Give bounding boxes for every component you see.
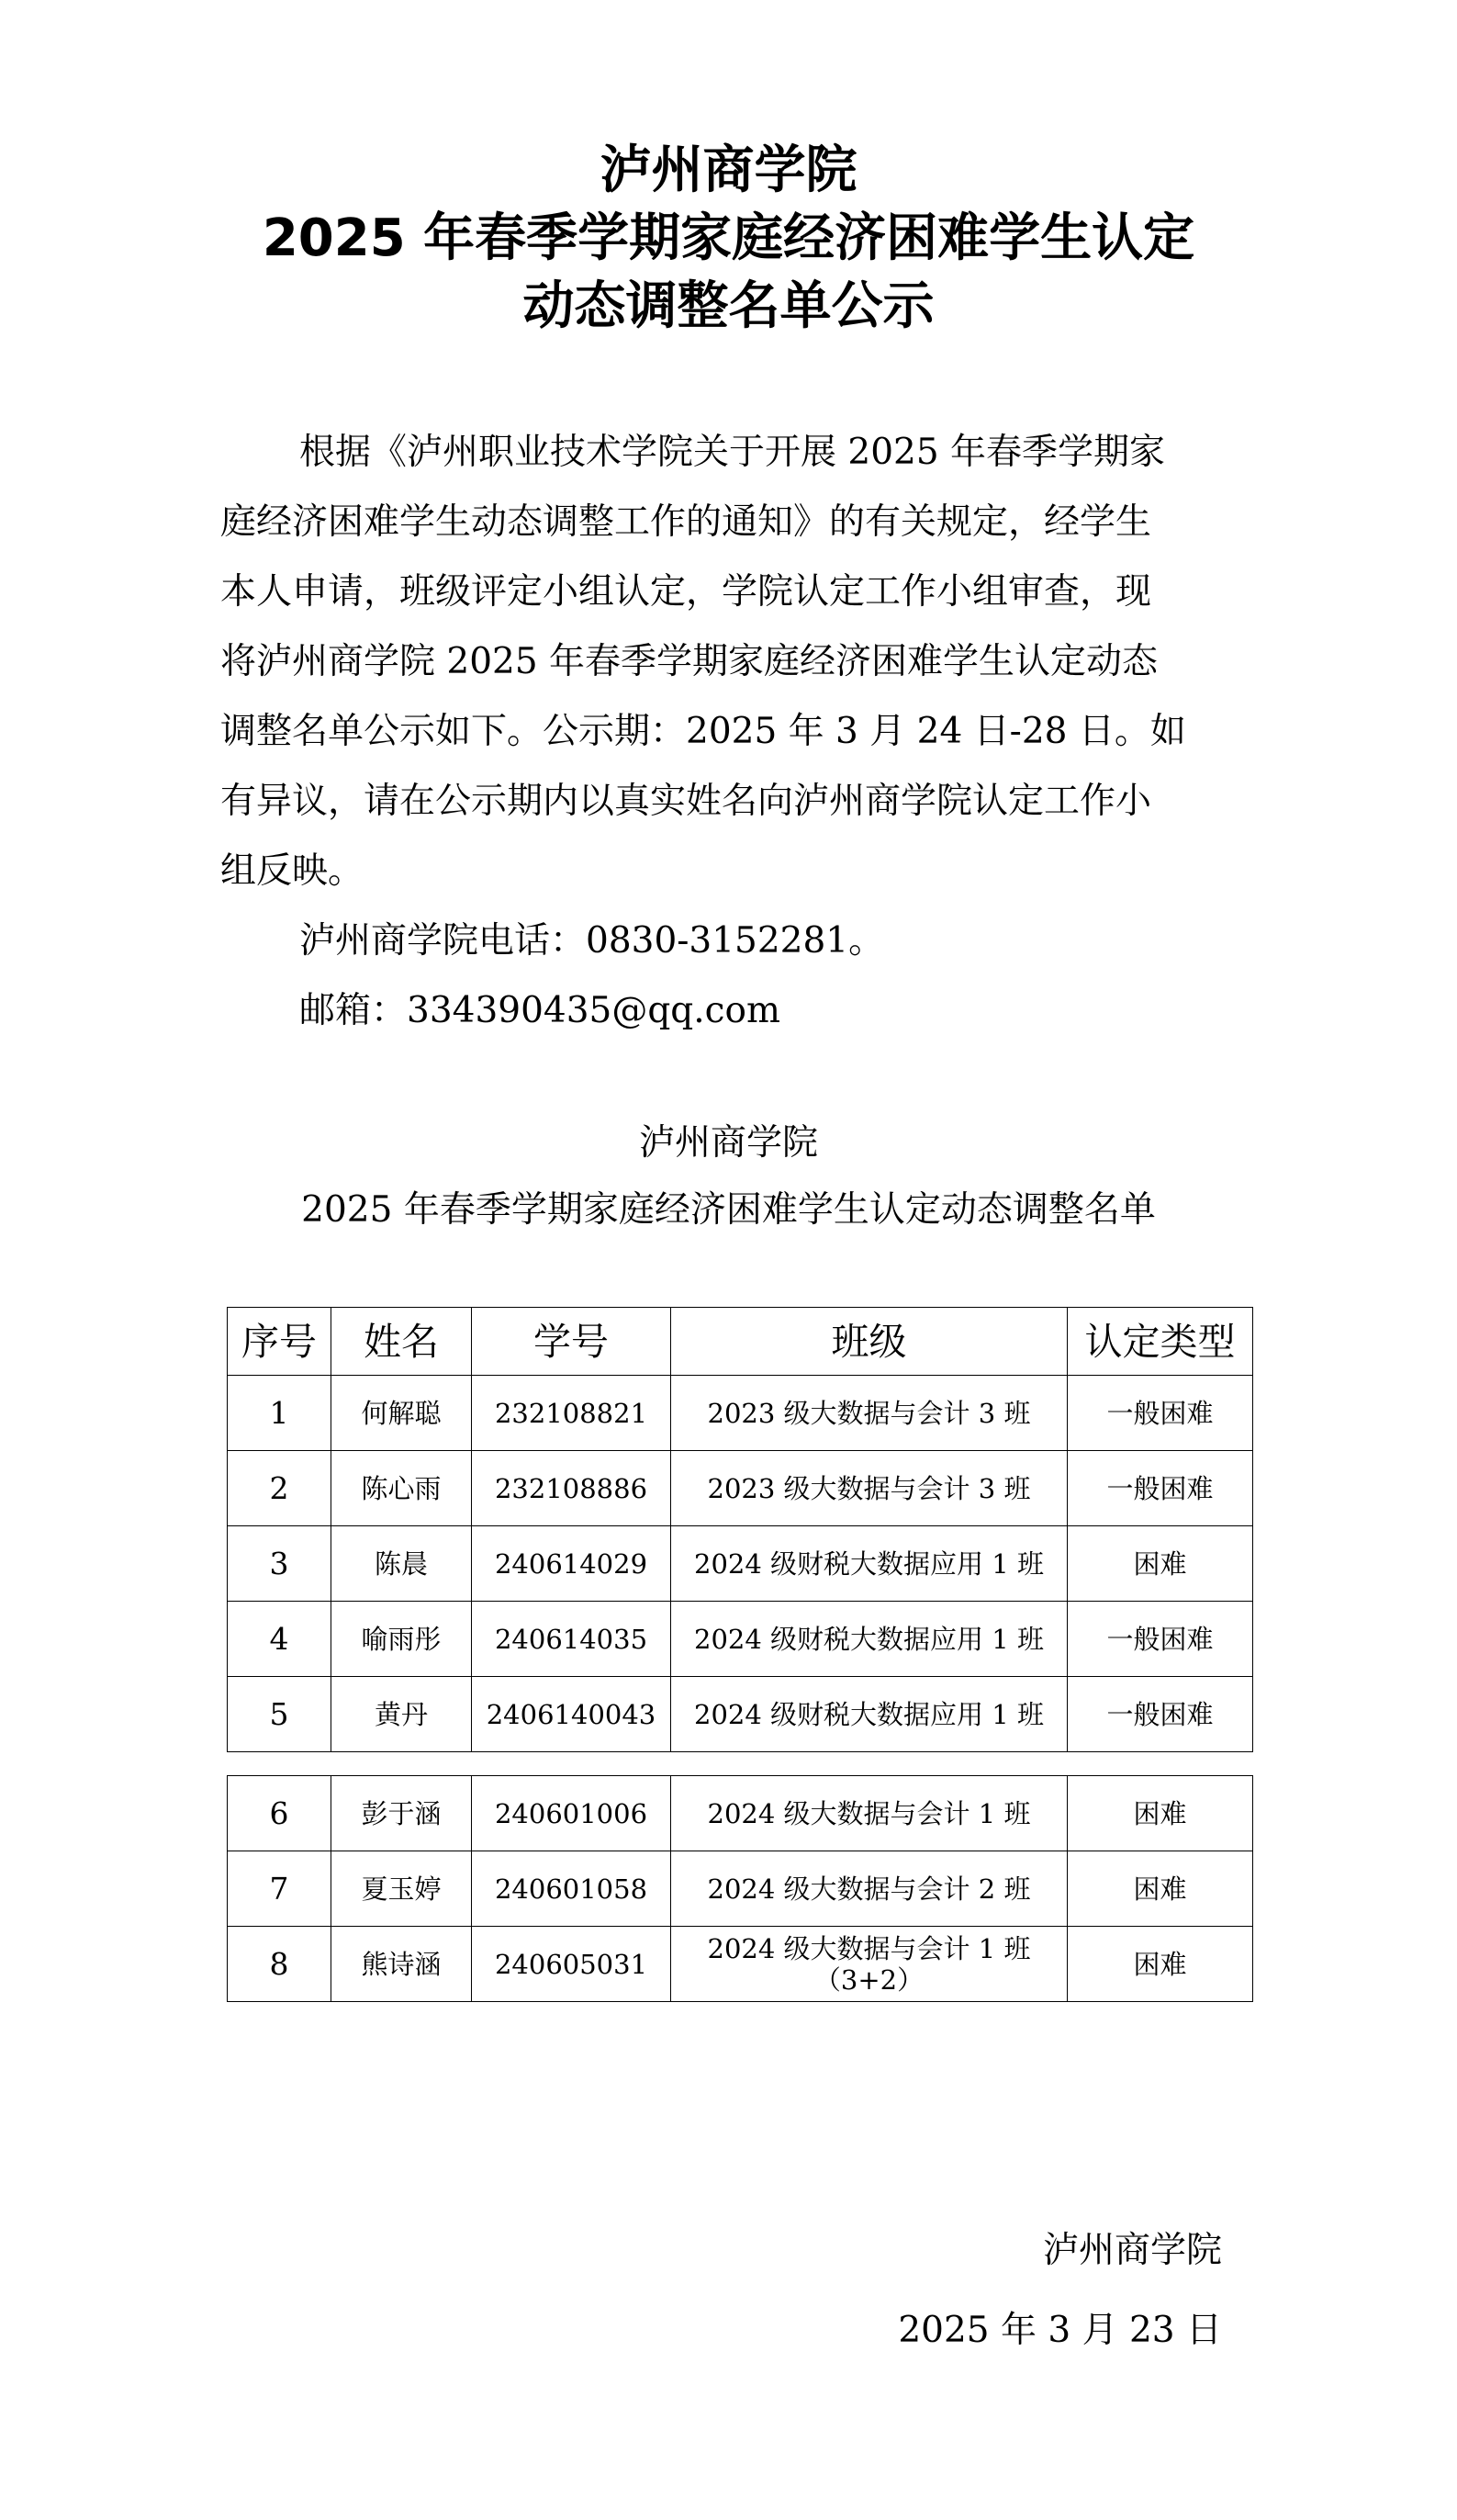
contact-email: 邮箱：334390435@qq.com (299, 990, 780, 1031)
row-name: 何解聪 (331, 1376, 472, 1451)
row-no: 3 (228, 1526, 331, 1602)
table-row (228, 1451, 1253, 1526)
header-class: 班级 (671, 1308, 1068, 1376)
row-type: 一般困难 (1068, 1602, 1253, 1677)
table-row (228, 1376, 1253, 1451)
list-subtitle-2: 2025 年春季学期家庭经济困难学生认定动态调整名单 (301, 1189, 1156, 1231)
student-list-table (227, 1307, 1253, 1752)
table-row (228, 1526, 1253, 1602)
row-id: 240601058 (472, 1851, 671, 1927)
notice-line-4: 将泸州商学院 2025 年春季学期家庭经济困难学生认定动态 (220, 641, 1159, 682)
table-row (228, 1851, 1253, 1927)
row-class (671, 1927, 1068, 2002)
row-type: 困难 (1068, 1776, 1253, 1851)
header-type: 认定类型 (1068, 1308, 1253, 1376)
row-class: 2024 级财税大数据应用 1 班 (671, 1602, 1068, 1677)
row-id: 240614035 (472, 1602, 671, 1677)
header-name: 姓名 (331, 1308, 472, 1376)
signature-org: 泸州商学院 (1042, 2230, 1222, 2271)
row-name: 黄丹 (331, 1677, 472, 1752)
notice-line-3: 本人申请，班级评定小组认定，学院认定工作小组审查，现 (220, 571, 1152, 613)
row-class: 2024 级财税大数据应用 1 班 (671, 1677, 1068, 1752)
row-id: 2406140043 (472, 1677, 671, 1752)
row-class: 2024 级大数据与会计 1 班 (671, 1776, 1068, 1851)
document-title-line3: 动态调整名单公示 (522, 276, 935, 336)
notice-line-7: 组反映。 (220, 850, 364, 892)
row-type: 一般困难 (1068, 1376, 1253, 1451)
row-type: 困难 (1068, 1927, 1253, 2002)
row-no: 2 (228, 1451, 331, 1526)
row-class: 2024 级大数据与会计 2 班 (671, 1851, 1068, 1927)
row-no: 7 (228, 1851, 331, 1927)
header-no: 序号 (228, 1308, 331, 1376)
row-no: 6 (228, 1776, 331, 1851)
contact-phone: 泸州商学院电话：0830-3152281。 (299, 920, 885, 962)
notice-line-5: 调整名单公示如下。公示期：2025 年 3 月 24 日-28 日。如 (220, 711, 1186, 752)
row-class-line2: （3+2） (813, 1963, 925, 1996)
notice-line-2: 庭经济困难学生动态调整工作的通知》的有关规定，经学生 (220, 501, 1152, 543)
student-list-table-continued (227, 1775, 1253, 2002)
row-no: 5 (228, 1677, 331, 1752)
row-type: 困难 (1068, 1526, 1253, 1602)
table-row (228, 1927, 1253, 2002)
notice-line-6: 有异议，请在公示期内以真实姓名向泸州商学院认定工作小 (220, 781, 1152, 822)
row-id: 240601006 (472, 1776, 671, 1851)
document-title-line2: 2025 年春季学期家庭经济困难学生认定 (262, 208, 1195, 268)
table-row (228, 1776, 1253, 1851)
row-id: 232108886 (472, 1451, 671, 1526)
row-type: 一般困难 (1068, 1677, 1253, 1752)
row-name: 熊诗涵 (331, 1927, 472, 2002)
table-row (228, 1602, 1253, 1677)
row-name: 陈心雨 (331, 1451, 472, 1526)
row-type: 困难 (1068, 1851, 1253, 1927)
row-no: 4 (228, 1602, 331, 1677)
table-header-row (228, 1308, 1253, 1376)
row-name: 彭于涵 (331, 1776, 472, 1851)
row-no: 1 (228, 1376, 331, 1451)
document-title-line1: 泸州商学院 (600, 141, 857, 200)
row-id: 232108821 (472, 1376, 671, 1451)
row-name: 喻雨彤 (331, 1602, 472, 1677)
row-class: 2024 级财税大数据应用 1 班 (671, 1526, 1068, 1602)
list-subtitle-1: 泸州商学院 (638, 1122, 818, 1164)
row-name: 陈晨 (331, 1526, 472, 1602)
header-id: 学号 (472, 1308, 671, 1376)
row-id: 240605031 (472, 1927, 671, 2002)
notice-line-1: 根据《泸州职业技术学院关于开展 2025 年春季学期家 (299, 432, 1166, 473)
row-no: 8 (228, 1927, 331, 2002)
signature-date: 2025 年 3 月 23 日 (898, 2310, 1222, 2351)
row-class: 2023 级大数据与会计 3 班 (671, 1451, 1068, 1526)
row-class-line1: 2024 级大数据与会计 1 班 (707, 1932, 1031, 1964)
row-class: 2023 级大数据与会计 3 班 (671, 1376, 1068, 1451)
row-id: 240614029 (472, 1526, 671, 1602)
table-row (228, 1677, 1253, 1752)
row-type: 一般困难 (1068, 1451, 1253, 1526)
row-name: 夏玉婷 (331, 1851, 472, 1927)
